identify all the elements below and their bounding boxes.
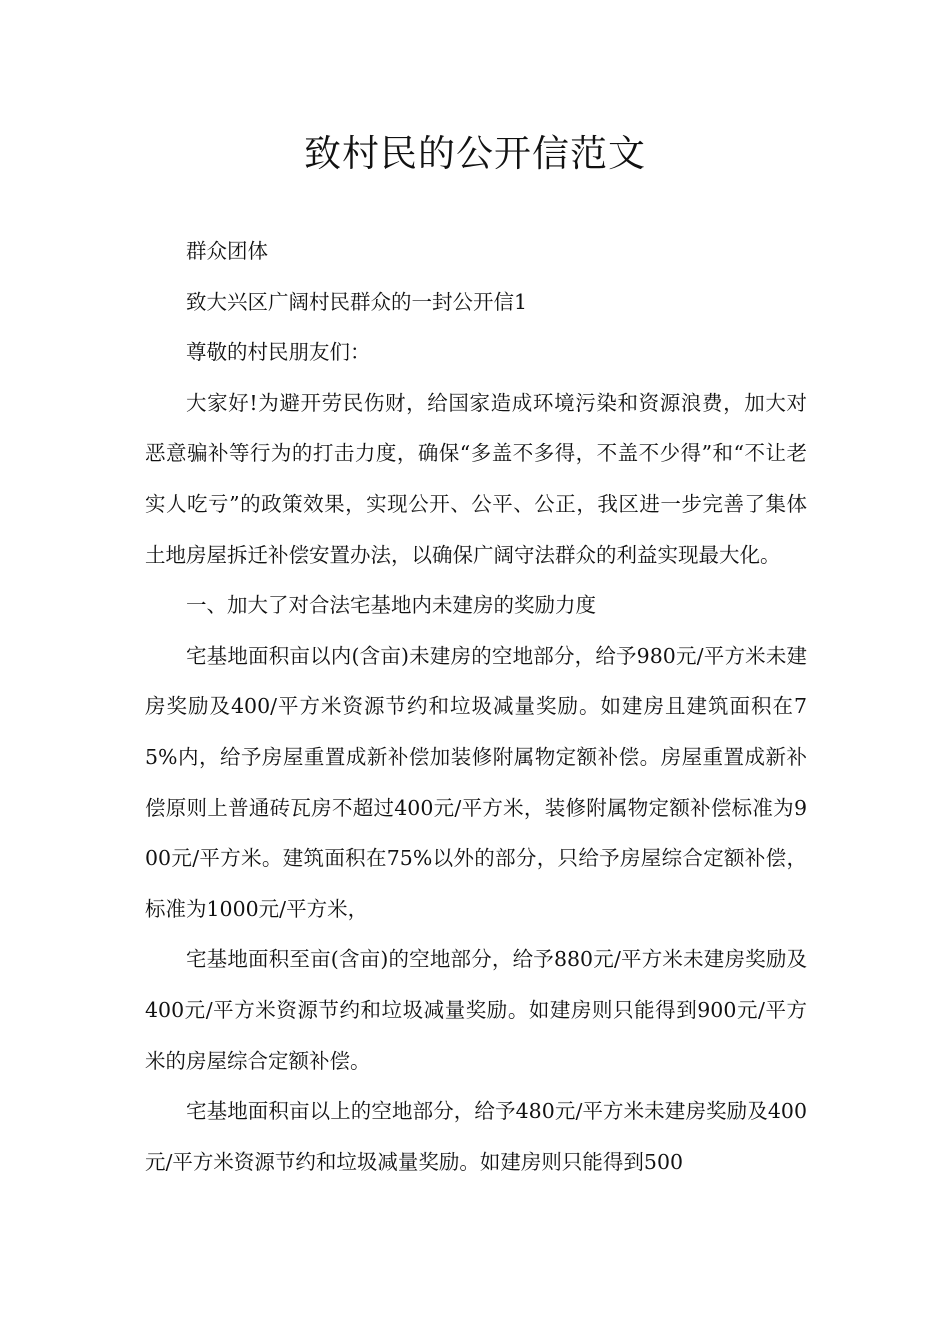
paragraph-salutation: 尊敬的村民朋友们： (186, 340, 371, 365)
paragraph-group: 群众团体 (186, 239, 268, 263)
document-body (145, 226, 807, 1187)
section-heading-1: 一、加大了对合法宅基地内未建房的奖励力度 (186, 593, 596, 618)
paragraph-section-1b: 宅基地面积至亩(含亩)的空地部分，给予880元/平方米未建房奖励及400元/平方米资源节约和垃圾减量奖励。如建房则只能得到900元/平方米的房屋综合定额补偿。 (145, 947, 807, 1073)
paragraph-intro: 大家好!为避开劳民伤财，给国家造成环境污染和资源浪费，加大对恶意骗补等行为的打击力度，确保“多盖不多得，不盖不少得”和“不让老实人吃亏”的政策效果，实现公开、公平、公正，我区进一步完善了集体土地房屋拆迁补偿安置办法，以确保广阔守法群众的利益实现最大化。 (145, 390, 807, 567)
paragraph-section-1a: 宅基地面积亩以内(含亩)未建房的空地部分，给予980元/平方米未建房奖励及400/平方米资源节约和垃圾减量奖励。如建房且建筑面积在75%内，给予房屋重置成新补偿加装修附属物定额补偿。房屋重置成新补偿原则上普通砖瓦房不超过400元/平方米，装修附属物定额补偿标准为900元/平方米。建筑面积在75%以外的部分，只给予房屋综合定额补偿，标准为1000元/平方米， (145, 643, 807, 921)
document-title: 致村民的公开信范文 (304, 132, 646, 175)
paragraph-letter-heading: 致大兴区广阔村民群众的一封公开信1 (186, 289, 528, 314)
paragraph-section-1c: 宅基地面积亩以上的空地部分，给予480元/平方米未建房奖励及400元/平方米资源节约和垃圾减量奖励。如建房则只能得到500 (145, 1099, 807, 1174)
